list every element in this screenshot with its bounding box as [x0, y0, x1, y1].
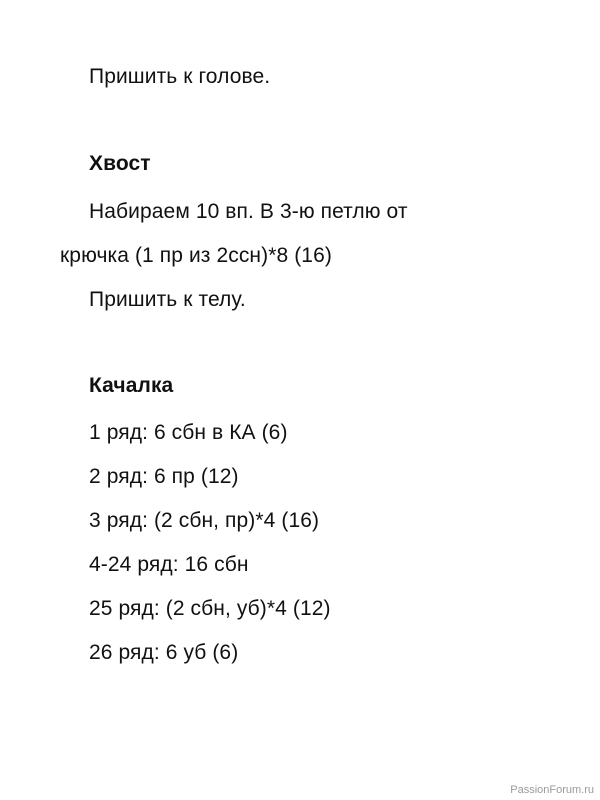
section-heading-rocker: Качалка [89, 374, 174, 397]
tail-line-3: Пришить к телу. [89, 288, 246, 311]
rocker-row-3: 3 ряд: (2 сбн, пр)*4 (16) [89, 509, 320, 532]
watermark: PassionForum.ru [510, 784, 594, 796]
rocker-row-2: 2 ряд: 6 пр (12) [89, 465, 239, 488]
rocker-row-6: 26 ряд: 6 уб (6) [89, 641, 239, 664]
rocker-row-4: 4-24 ряд: 16 сбн [89, 553, 249, 576]
tail-line-1: Набираем 10 вп. В 3-ю петлю от [89, 200, 408, 223]
intro-line: Пришить к голове. [89, 65, 271, 88]
section-heading-tail: Хвост [89, 152, 151, 175]
rocker-row-1: 1 ряд: 6 сбн в КА (6) [89, 421, 288, 444]
tail-line-2: крючка (1 пр из 2ссн)*8 (16) [60, 244, 332, 267]
rocker-row-5: 25 ряд: (2 сбн, уб)*4 (12) [89, 597, 331, 620]
